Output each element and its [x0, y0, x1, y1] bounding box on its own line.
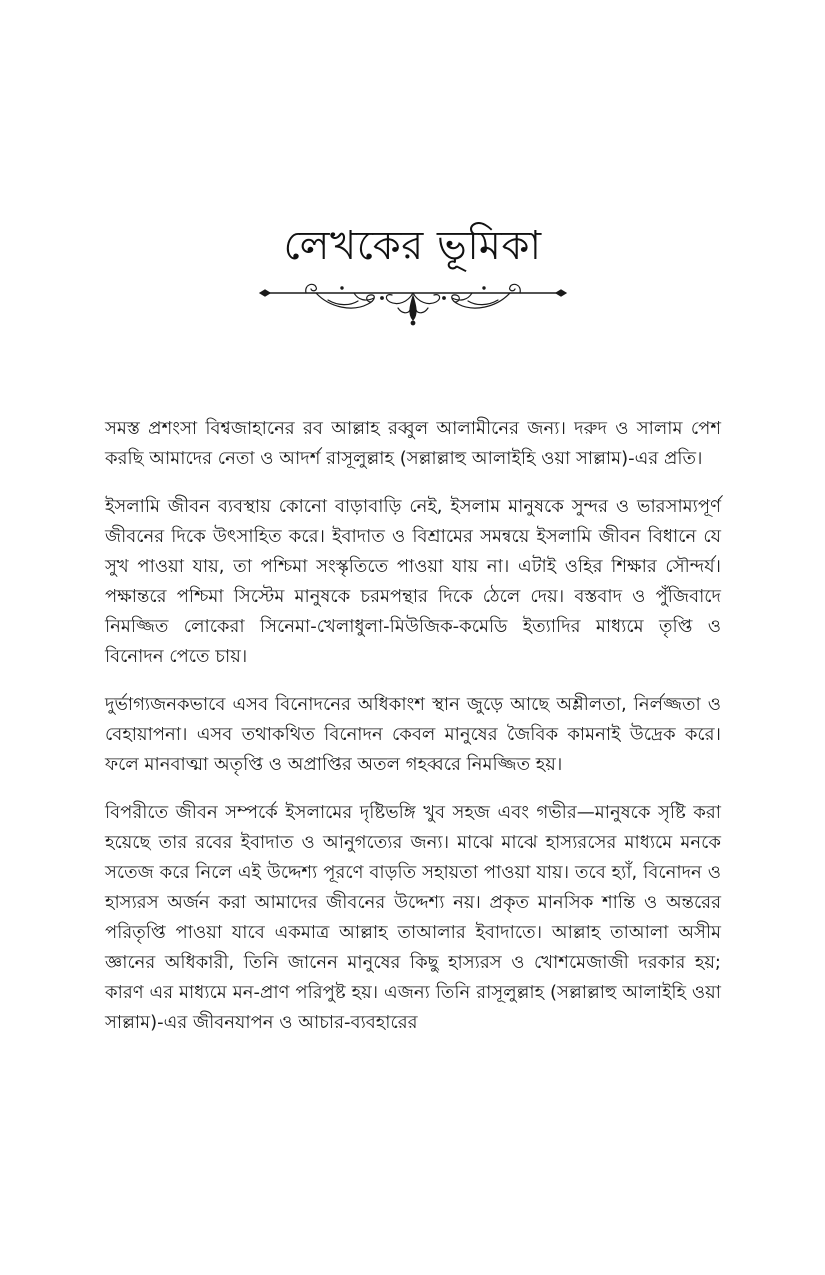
paragraph-3: দুর্ভাগ্যজনকভাবে এসব বিনোদনের অধিকাংশ স্থান জুড়ে আছে অশ্লীলতা, নির্লজ্জতা ও বেহায়াপনা। এসব তথাকথিত বিনোদন কেবল মানুষের জৈবিক কামনাই উদ্রেক করে। ফলে মানবাত্মা অতৃপ্তি ও অপ্রাপ্তির অতল গহব্বরে নিমজ্জিত হয়।	[105, 694, 721, 775]
paragraph-2: ইসলামি জীবন ব্যবস্থায় কোনো বাড়াবাড়ি নেই, ইসলাম মানুষকে সুন্দর ও ভারসাম্যপূর্ণ জীবনের দিকে উৎসাহিত করে। ইবাদাত ও বিশ্রামের সমন্বয়ে ইসলামি জীবন বিধানে যে সুখ পাওয়া যায়, তা পশ্চিমা সংস্কৃতিতে পাওয়া যায় না। এটাই ওহির শিক্ষার সৌন্দর্য। পক্ষান্তরে পশ্চিমা সিস্টেম মানুষকে চরমপন্থার দিকে ঠেলে দেয়। বস্তবাদ ও পুঁজিবাদে নিমজ্জিত লোকেরা সিনেমা-খেলাধুলা-মিউজিক-কমেডি ইত্যাদির মাধ্যমে তৃপ্তি ও বিনোদন পেতে চায়।	[105, 496, 721, 667]
paragraph-4: বিপরীতে জীবন সম্পর্কে ইসলামের দৃষ্টিভঙ্গি খুব সহজ এবং গভীর—মানুষকে সৃষ্টি করা হয়েছে তার রবের ইবাদাত ও আনুগত্যের জন্য। মাঝে মাঝে হাস্যরসের মাধ্যমে মনকে সতেজ করে নিলে এই উদ্দেশ্য পূরণে বাড়তি সহায়তা পাওয়া যায়। তবে হ্যাঁ, বিনোদন ও হাস্যরস অর্জন করা আমাদের জীবনের উদ্দেশ্য নয়। প্রকৃত মানসিক শান্তি ও অন্তরের পরিতৃপ্তি পাওয়া যাবে একমাত্র আল্লাহ তাআলার ইবাদাতে। আল্লাহ তাআলা অসীম জ্ঞানের অধিকারী, তিনি জানেন মানুষের কিছু হাস্যরস ও খোশমেজাজী দরকার হয়; কারণ এর মাধ্যমে মন-প্রাণ পরিপুষ্ট হয়। এজন্য তিনি রাসূলুল্লাহ (সল্লাল্লাহু আলাইহি ওয়া সাল্লাম)-এর জীবনযাপন ও আচার-ব্যবহারের	[105, 802, 721, 1033]
flourish-divider-icon	[258, 278, 568, 328]
body-text	[105, 414, 721, 1056]
paragraph-1: সমস্ত প্রশংসা বিশ্বজাহানের রব আল্লাহ রব্বুল আলামীনের জন্য। দরুদ ও সালাম পেশ করছি আমাদের নেতা ও আদর্শ রাসূলুল্লাহ (সল্লাল্লাহু আলাইহি ওয়া সাল্লাম)-এর প্রতি।	[105, 418, 721, 469]
page-title: লেখকের ভূমিকা	[283, 223, 542, 269]
